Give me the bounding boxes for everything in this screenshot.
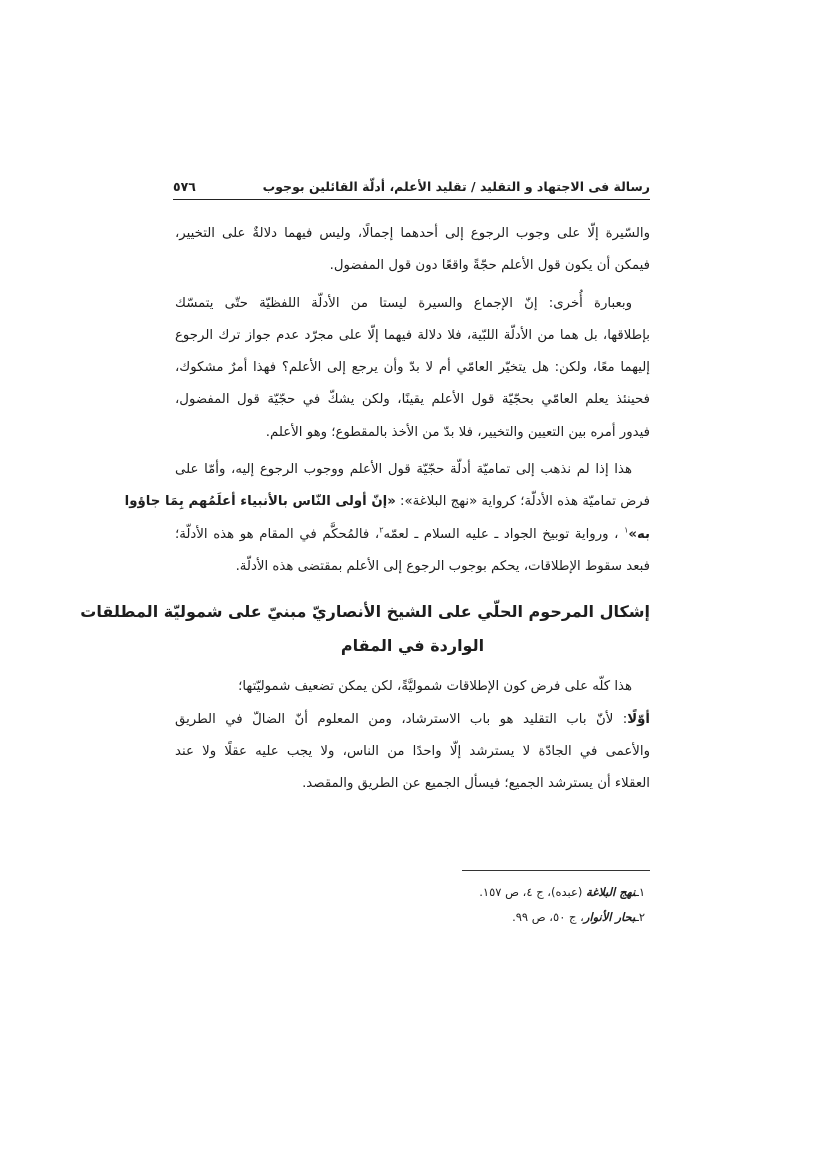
footnote-ref-1[interactable]: ١: [624, 525, 629, 535]
paragraph-2: [175, 288, 650, 449]
source-title: بحار الأنوار: [583, 910, 636, 924]
body-text: [80, 218, 651, 800]
running-title: رسالة فى الاجتهاد و التقليد / تقليد الأعلم، أدلّة القائلين بوجوب: [262, 179, 650, 194]
text-line: فيدور أمره بين التعيين والتخيير، فلا بدّ من الأخذ بالمقطوع؛ وهو الأعلم.: [265, 424, 650, 440]
first-point-label: أوّلًا: [627, 711, 650, 727]
section-heading: [80, 595, 650, 663]
hadith-quote-end: به»: [628, 526, 651, 542]
footnote-number: ١ـ: [635, 885, 645, 899]
text-line: هذا إذا لم نذهب إلى تماميّة أدلّة حجّيّة قول الأعلم ووجوب الرجوع إليه، وأمّا على: [175, 462, 632, 478]
footnote-number: ٢ـ: [635, 910, 645, 924]
footnotes: [175, 880, 645, 930]
footnote-1: [175, 880, 645, 905]
text-line: والسّيرة إلّا على وجوب الرجوع إلى أحدهما إجمالًا، وليس فيهما دلالةٌ على التخيير،: [175, 226, 650, 241]
running-header: [173, 174, 650, 200]
text-line: [175, 704, 650, 736]
text-line: فحينئذ يعلم العامّي بحجّيّة قول الأعلم يقينًا، ولكن يشكّ في حجّيّة قول المفضول،: [175, 392, 650, 408]
text-segment: فرض تماميّة هذه الأدلّة؛ كرواية «نهج البلاغة»:: [395, 494, 650, 510]
text-segment: ، ورواية توبيخ الجواد ـ عليه السلام ـ لعمّه: [383, 526, 625, 542]
text-segment: ، فالمُحكَّم في المقام هو هذه الأدلّة؛: [175, 526, 380, 542]
heading-line: الواردة في المقام: [340, 636, 485, 656]
paragraph-1: [175, 218, 650, 283]
footnote-text: (عبده)، ج ٤، ص ١٥٧.: [479, 885, 587, 899]
text-line: إليهما معًا، ولكن: هل يتخيّر العامّي أم لا بدّ وأن يرجع إلى الأعلم؟ فهذا أمرٌ مشكوك،: [175, 360, 650, 376]
paragraph-4: [175, 671, 650, 800]
text-segment: : لأنّ باب التقليد هو باب الاسترشاد، ومن المعلوم أنّ الضالّ في الطريق: [175, 711, 628, 727]
heading-line: إشكال المرحوم الحلّي على الشيخ الأنصاريّ مبنيّ على شموليّة المطلقات: [80, 602, 650, 622]
hadith-quote: «إنّ أولى النّاس بالأنبياء أعلَمُهم بِمَا جاؤوا: [124, 494, 396, 510]
footnote-ref-2[interactable]: ٢: [379, 525, 384, 535]
text-line: فبعد سقوط الإطلاقات، يحكم بوجوب الرجوع إلى الأعلم بمقتضى هذه الأدلّة.: [235, 558, 650, 574]
footnote-2: [175, 905, 645, 930]
text-line: بإطلاقها، بل هما من الأدلّة اللبّية، فلا دلالة فيهما إلّا على مجرّد عدم جواز ترك الرجوع: [175, 327, 650, 343]
footnote-text: ، ج ٥٠، ص ٩٩.: [512, 910, 584, 924]
text-line: وبعبارة أُخرى: إنّ الإجماع والسيرة ليستا من الأدلّة اللفظيّة حتّى يتمسّك: [175, 295, 632, 311]
source-title: نهج البلاغة: [586, 885, 636, 899]
text-line: [175, 519, 650, 551]
text-line: والأعمى في الجادّة لا يسترشد إلّا واحدًا من الناس، ولا يجب عليه عقلًا ولا عند: [175, 743, 650, 759]
text-line: هذا كلّه على فرض كون الإطلاقات شموليَّةً، لكن يمكن تضعيف شموليّتها؛: [238, 679, 632, 695]
text-line: فيمكن أن يكون قول الأعلم حجّةً واقعًا دون قول المفضول.: [329, 258, 650, 274]
footnote-divider: [462, 870, 650, 871]
page-number: ٥٧٦: [173, 179, 196, 194]
paragraph-3: [124, 454, 651, 583]
text-line: [124, 486, 650, 518]
text-line: العقلاء أن يسترشد الجميع؛ فيسأل الجميع عن الطريق والمقصد.: [302, 776, 650, 792]
